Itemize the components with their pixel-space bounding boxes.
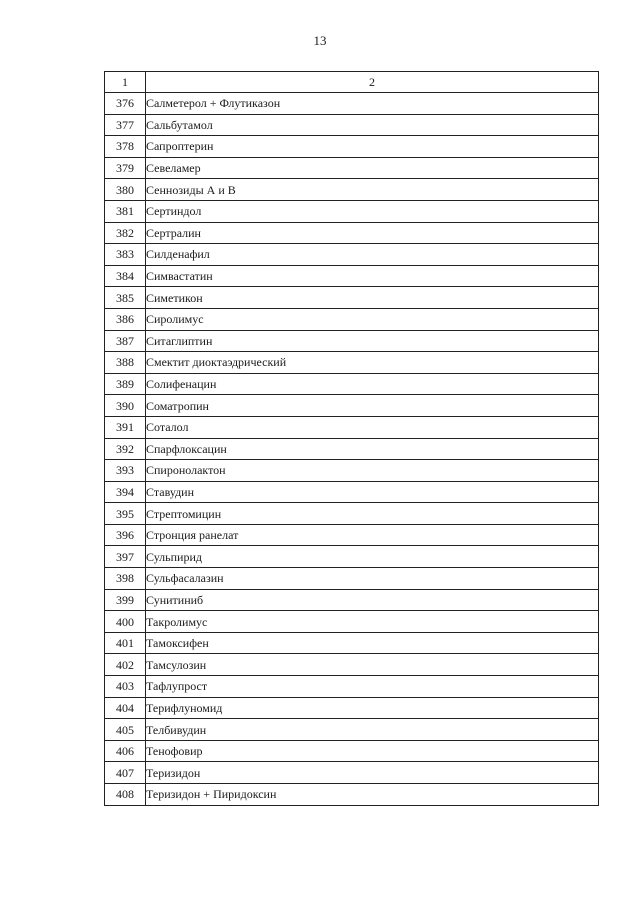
drug-name-cell: Салметерол + Флутиказон	[146, 93, 599, 115]
table-row	[105, 740, 599, 762]
drug-name-cell: Соматропин	[146, 395, 599, 417]
row-number-cell: 401	[105, 632, 146, 654]
drug-name-cell: Солифенацин	[146, 373, 599, 395]
table-row	[105, 157, 599, 179]
table-row	[105, 265, 599, 287]
row-number-cell: 379	[105, 157, 146, 179]
drug-name-cell: Сунитиниб	[146, 589, 599, 611]
drug-name-cell: Тенофовир	[146, 740, 599, 762]
row-number-cell: 396	[105, 524, 146, 546]
row-number-cell: 405	[105, 719, 146, 741]
page-number: 13	[313, 33, 327, 48]
table-row	[105, 632, 599, 654]
table-row	[105, 568, 599, 590]
table-body	[105, 72, 599, 806]
drug-name-cell: Сульпирид	[146, 546, 599, 568]
table-row	[105, 438, 599, 460]
drug-name-cell: Сеннозиды А и В	[146, 179, 599, 201]
drug-name-cell: Сапроптерин	[146, 136, 599, 158]
drug-name-cell: Телбивудин	[146, 719, 599, 741]
table-row	[105, 697, 599, 719]
table-row	[105, 416, 599, 438]
drug-name-cell: Теризидон	[146, 762, 599, 784]
row-number-cell: 383	[105, 244, 146, 266]
table-row	[105, 114, 599, 136]
table-row	[105, 244, 599, 266]
drug-name-cell: Симвастатин	[146, 265, 599, 287]
table-row	[105, 524, 599, 546]
row-number-cell: 377	[105, 114, 146, 136]
drug-name-cell: Смектит диоктаэдрический	[146, 352, 599, 374]
row-number-cell: 378	[105, 136, 146, 158]
row-number-cell: 395	[105, 503, 146, 525]
table-row	[105, 589, 599, 611]
row-number-cell: 380	[105, 179, 146, 201]
column-header-name: 2	[146, 72, 599, 93]
row-number-cell: 400	[105, 611, 146, 633]
row-number-cell: 388	[105, 352, 146, 374]
table-row	[105, 611, 599, 633]
table-row	[105, 784, 599, 806]
table-row	[105, 222, 599, 244]
drug-name-cell: Спарфлоксацин	[146, 438, 599, 460]
row-number-cell: 385	[105, 287, 146, 309]
row-number-cell: 406	[105, 740, 146, 762]
drug-name-cell: Такролимус	[146, 611, 599, 633]
table-row	[105, 546, 599, 568]
row-number-cell: 382	[105, 222, 146, 244]
table-row	[105, 200, 599, 222]
drug-name-cell: Терифлуномид	[146, 697, 599, 719]
column-header-number: 1	[105, 72, 146, 93]
table-row	[105, 352, 599, 374]
table-row	[105, 762, 599, 784]
row-number-cell: 403	[105, 676, 146, 698]
drug-name-cell: Теризидон + Пиридоксин	[146, 784, 599, 806]
table-row	[105, 719, 599, 741]
row-number-cell: 393	[105, 460, 146, 482]
row-number-cell: 392	[105, 438, 146, 460]
row-number-cell: 398	[105, 568, 146, 590]
table-row	[105, 93, 599, 115]
drug-name-cell: Спиронолактон	[146, 460, 599, 482]
drug-name-cell: Силденафил	[146, 244, 599, 266]
row-number-cell: 390	[105, 395, 146, 417]
table-row	[105, 503, 599, 525]
table-row	[105, 179, 599, 201]
drug-name-cell: Ставудин	[146, 481, 599, 503]
drug-name-cell: Сульфасалазин	[146, 568, 599, 590]
table-row	[105, 481, 599, 503]
table-row	[105, 330, 599, 352]
table-row	[105, 287, 599, 309]
drug-name-cell: Ситаглиптин	[146, 330, 599, 352]
row-number-cell: 386	[105, 308, 146, 330]
drug-name-cell: Тамоксифен	[146, 632, 599, 654]
drug-name-cell: Симетикон	[146, 287, 599, 309]
drug-name-cell: Стрептомицин	[146, 503, 599, 525]
row-number-cell: 376	[105, 93, 146, 115]
table-row	[105, 308, 599, 330]
row-number-cell: 397	[105, 546, 146, 568]
drug-name-cell: Сертиндол	[146, 200, 599, 222]
drug-name-cell: Севеламер	[146, 157, 599, 179]
table-row	[105, 676, 599, 698]
drug-name-cell: Сертралин	[146, 222, 599, 244]
row-number-cell: 381	[105, 200, 146, 222]
drug-name-cell: Тафлупрост	[146, 676, 599, 698]
drug-name-cell: Сальбутамол	[146, 114, 599, 136]
row-number-cell: 408	[105, 784, 146, 806]
row-number-cell: 391	[105, 416, 146, 438]
drug-name-cell: Тамсулозин	[146, 654, 599, 676]
table-row	[105, 654, 599, 676]
row-number-cell: 389	[105, 373, 146, 395]
row-number-cell: 407	[105, 762, 146, 784]
table-row	[105, 395, 599, 417]
table-row	[105, 373, 599, 395]
drug-name-cell: Сиролимус	[146, 308, 599, 330]
table-row	[105, 136, 599, 158]
row-number-cell: 404	[105, 697, 146, 719]
row-number-cell: 394	[105, 481, 146, 503]
drug-table	[104, 71, 599, 806]
drug-name-cell: Стронция ранелат	[146, 524, 599, 546]
row-number-cell: 402	[105, 654, 146, 676]
table-header-row	[105, 72, 599, 93]
table-row	[105, 460, 599, 482]
row-number-cell: 387	[105, 330, 146, 352]
drug-name-cell: Соталол	[146, 416, 599, 438]
row-number-cell: 399	[105, 589, 146, 611]
row-number-cell: 384	[105, 265, 146, 287]
